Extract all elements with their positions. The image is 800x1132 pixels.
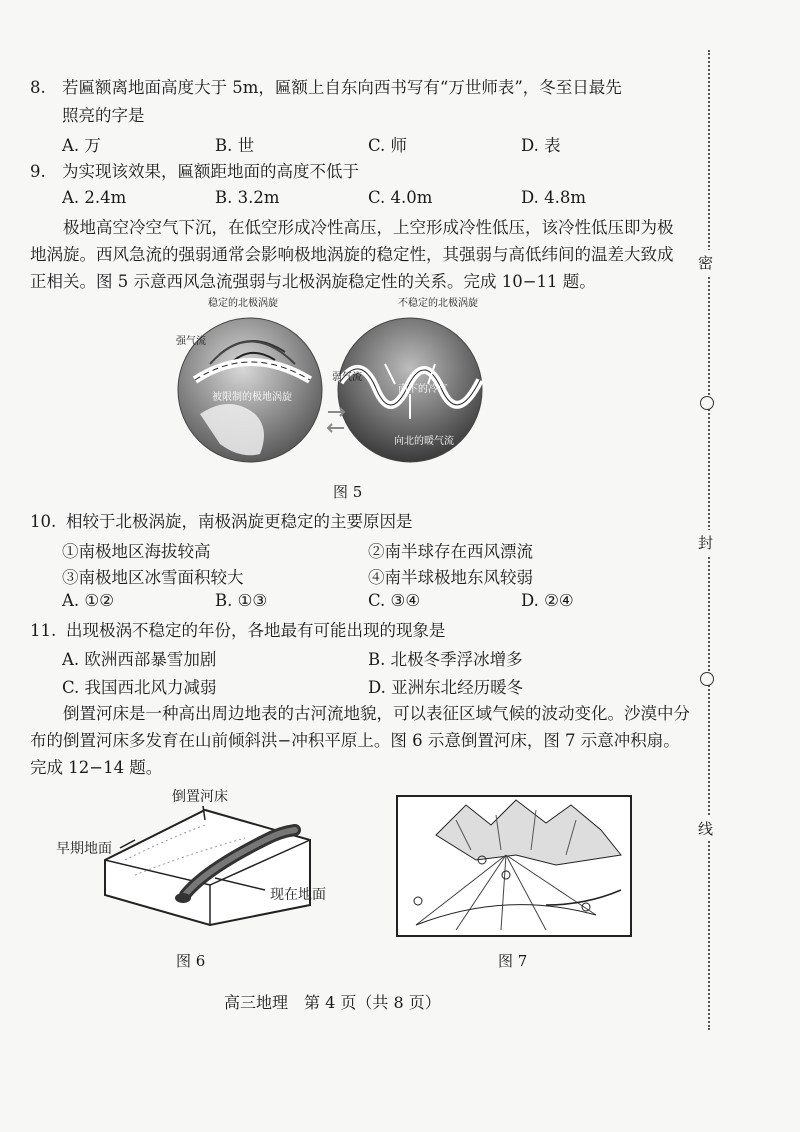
q11-option-b: B. 北极冬季浮冰增多: [368, 650, 523, 669]
fig5-caption: 图 5: [333, 483, 363, 501]
fig5-right-title: 不稳定的北极涡旋: [398, 298, 478, 309]
q9-option-a: A. 2.4m: [62, 188, 127, 207]
q10-stem: 相较于北极涡旋，南极涡旋更稳定的主要原因是: [66, 512, 413, 531]
q11-option-c: C. 我国西北风力减弱: [62, 678, 217, 697]
page-footer: 高三地理 第 4 页（共 8 页）: [224, 993, 441, 1012]
intro-10-11: 极地高空冷空气下沉，在低空形成冷性高压，上空形成冷性低压，该冷性低压即为极地涡旋。西风急流的强弱通常会影响极地涡旋的稳定性，其强弱与高低纬间的温差大致成正相关。图 5 示意西风急流强弱与北极涡旋稳定性的关系。完成 10−11 题。: [30, 218, 674, 291]
q10-option-a: A. ①②: [62, 591, 114, 610]
fig7-caption: 图 7: [498, 952, 528, 970]
fig5-label-limited: 被限制的极地涡旋: [212, 392, 292, 403]
figure-7: [396, 795, 632, 937]
fig5-label-warm: 向北的暖气流: [394, 436, 454, 447]
margin-circle-2: [700, 672, 714, 686]
fig5-label-weak: 弱气流: [332, 372, 362, 383]
q9-option-b: B. 3.2m: [215, 188, 280, 207]
fig5-label-cold: 南下的冷气: [398, 384, 448, 395]
q10-item-4: ④南半球极地东风较弱: [368, 568, 533, 587]
fig6-label-now: 现在地面: [270, 887, 326, 903]
q8-option-a: A. 万: [62, 136, 101, 155]
q11-option-a: A. 欧洲西部暴雪加剧: [62, 650, 217, 669]
q9-number: 9.: [30, 162, 46, 181]
q11-option-d: D. 亚洲东北经历暖冬: [368, 678, 524, 697]
q8-stem-line1: 若匾额离地面高度大于 5m，匾额上自东向西书写有“万世师表”，冬至日最先: [62, 78, 622, 97]
q10-option-b: B. ①③: [215, 591, 268, 610]
margin-char-feng: 封: [698, 530, 713, 555]
fig6-label-channel: 倒置河床: [172, 789, 228, 805]
margin-char-mi: 密: [698, 250, 713, 275]
q11-number: 11.: [30, 621, 57, 640]
fig5-label-strong: 强气流: [176, 336, 206, 347]
fig5-left-title: 稳定的北极涡旋: [208, 298, 278, 309]
margin-char-xian: 线: [698, 816, 713, 841]
q10-option-d: D. ②④: [521, 591, 574, 610]
q10-item-1: ①南极地区海拔较高: [62, 542, 211, 561]
margin-circle-1: [700, 396, 714, 410]
q8-option-b: B. 世: [215, 136, 255, 155]
figure-6: [95, 800, 325, 930]
fig6-label-early: 早期地面: [56, 841, 112, 857]
intro-12-14: 倒置河床是一种高出周边地表的古河流地貌，可以表征区域气候的波动变化。沙漠中分布的倒置河床多发育在山前倾斜洪−冲积平原上。图 6 示意倒置河床，图 7 示意冲积扇。完成 12−14 题。: [30, 704, 690, 777]
fig6-caption: 图 6: [176, 952, 206, 970]
q10-item-3: ③南极地区冰雪面积较大: [62, 568, 244, 587]
q10-item-2: ②南半球存在西风漂流: [368, 542, 533, 561]
q10-number: 10.: [30, 512, 57, 531]
q8-option-d: D. 表: [521, 136, 561, 155]
q10-option-c: C. ③④: [368, 591, 421, 610]
q9-stem: 为实现该效果，匾额距地面的高度不低于: [62, 162, 359, 181]
q9-option-c: C. 4.0m: [368, 188, 433, 207]
q8-stem-line2: 照亮的字是: [62, 106, 145, 125]
q11-stem: 出现极涡不稳定的年份，各地最有可能出现的现象是: [66, 621, 446, 640]
q8-option-c: C. 师: [368, 136, 408, 155]
q8-number: 8.: [30, 78, 46, 97]
q9-option-d: D. 4.8m: [521, 188, 587, 207]
